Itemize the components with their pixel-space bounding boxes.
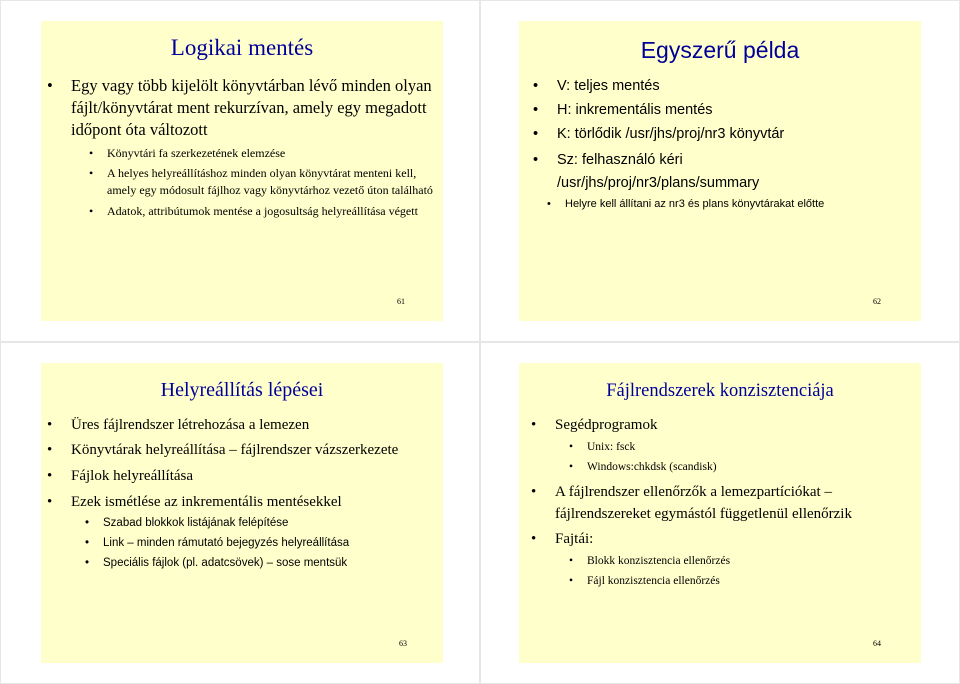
bullet-icon: •: [569, 555, 574, 567]
bullet-icon: •: [533, 102, 539, 118]
list-item-text: Segédprogramok: [555, 417, 658, 433]
list-item: [569, 439, 907, 455]
slide-bullet-list: [531, 415, 907, 589]
list-item-text: Link – minden rámutató bejegyzés helyreállítása: [103, 537, 350, 549]
slide-title: Helyreállítás lépései: [160, 379, 324, 401]
bullet-icon: •: [85, 517, 90, 529]
list-item-text: Üres fájlrendszer létrehozása a lemezen: [71, 417, 310, 433]
list-item: [533, 149, 915, 195]
list-item-text: Szabad blokkok listájának felépítése: [103, 517, 289, 529]
list-item: [47, 415, 429, 435]
bullet-icon: •: [89, 204, 94, 218]
slide-title: Fájlrendszerek konzisztenciája: [606, 381, 834, 401]
bullet-icon: •: [47, 417, 53, 433]
list-item-text: Adatok, attribútumok mentése a jogosultság helyreállítása végett: [107, 204, 418, 218]
bullet-icon: •: [569, 461, 574, 473]
list-item: [89, 165, 435, 199]
bullet-icon: •: [47, 76, 53, 95]
slide-bullet-list: [47, 415, 429, 571]
list-item: [85, 535, 429, 551]
list-item-text: Helyre kell állítani az nr3 és plans könyvtárakat előtte: [565, 198, 825, 210]
list-item-text: Windows:chkdsk (scandisk): [587, 461, 717, 473]
list-item: [47, 440, 429, 461]
list-item-text: Sz: felhasználó kéri /usr/jhs/proj/nr3/plans/summary: [557, 152, 760, 191]
page-number: 62: [873, 297, 881, 306]
list-item-text: Egy vagy több kijelölt könyvtárban lévő minden olyan fájlt/könyvtárat ment rekurzívan, amely egy megadott időpont óta változott: [71, 76, 432, 139]
slide-61: [41, 21, 443, 321]
bullet-icon: •: [531, 417, 537, 433]
list-item: [531, 481, 907, 525]
list-item: [89, 145, 435, 161]
list-item: [531, 529, 907, 549]
page-number: 61: [397, 297, 405, 306]
list-item: [569, 459, 907, 475]
bullet-icon: •: [533, 126, 539, 142]
list-item: [47, 492, 429, 512]
list-item-text: Fájl konzisztencia ellenőrzés: [587, 575, 720, 587]
list-item-text: Fajtái:: [555, 531, 594, 547]
slide-63: [41, 363, 443, 663]
list-item-text: Könyvtári fa szerkezetének elemzése: [107, 146, 286, 160]
list-item-text: H: inkrementális mentés: [557, 102, 713, 118]
list-item-text: Unix: fsck: [587, 441, 636, 453]
slide-62: [519, 21, 921, 321]
bullet-icon: •: [533, 78, 539, 94]
list-item-text: Fájlok helyreállítása: [71, 468, 194, 484]
slide-bullet-list: [533, 77, 915, 212]
list-item: [533, 101, 915, 120]
list-item-text: K: törlődik /usr/jhs/proj/nr3 könyvtár: [557, 126, 785, 142]
list-item-text: A fájlrendszer ellenőrzők a lemezpartíciókat – fájlrendszereket egymástól függetlenül ellenőrzik: [555, 484, 852, 522]
bullet-icon: •: [531, 484, 537, 500]
slide-bullet-list: [47, 75, 435, 220]
bullet-icon: •: [89, 146, 94, 160]
bullet-icon: •: [569, 575, 574, 587]
list-item-text: Ezek ismétlése az inkrementális mentésekkel: [71, 494, 342, 510]
bullet-icon: •: [533, 152, 539, 168]
list-item: [533, 77, 915, 96]
slide-cell-61: [0, 0, 480, 342]
slide-title: Logikai mentés: [170, 35, 314, 60]
slide-cell-62: [480, 0, 960, 342]
bullet-icon: •: [89, 166, 94, 180]
bullet-icon: •: [85, 557, 90, 569]
list-item: [569, 553, 907, 569]
bullet-icon: •: [47, 468, 53, 484]
page-number: 63: [399, 639, 407, 648]
bullet-icon: •: [47, 494, 53, 510]
slide-title: Egyszerű példa: [640, 37, 800, 63]
slide-cell-63: [0, 342, 480, 684]
list-item: [85, 555, 429, 571]
bullet-icon: •: [531, 531, 537, 547]
list-item: [569, 573, 907, 589]
list-item-text: Speciális fájlok (pl. adatcsövek) – sose mentsük: [103, 557, 348, 569]
list-item-text: V: teljes mentés: [557, 78, 660, 94]
list-item-text: Könyvtárak helyreállítása – fájlrendszer vázszerkezete: [71, 442, 399, 458]
list-item: [89, 203, 435, 220]
list-item: [85, 515, 429, 531]
slide-64: [519, 363, 921, 663]
bullet-icon: •: [47, 442, 53, 458]
list-item-text: Blokk konzisztencia ellenőrzés: [587, 555, 731, 567]
list-item: [47, 75, 435, 141]
slide-cell-64: [480, 342, 960, 684]
bullet-icon: •: [569, 441, 574, 453]
list-item: [531, 415, 907, 435]
bullet-icon: •: [85, 537, 90, 549]
list-item: [533, 125, 915, 144]
list-item: [547, 197, 915, 212]
list-item: [47, 466, 429, 486]
bullet-icon: •: [547, 198, 551, 210]
list-item-text: A helyes helyreállításhoz minden olyan könyvtárat menteni kell, amely egy módosult fájlhoz vagy könyvtárhoz vezető úton található: [107, 166, 433, 197]
page-number: 64: [873, 639, 881, 648]
